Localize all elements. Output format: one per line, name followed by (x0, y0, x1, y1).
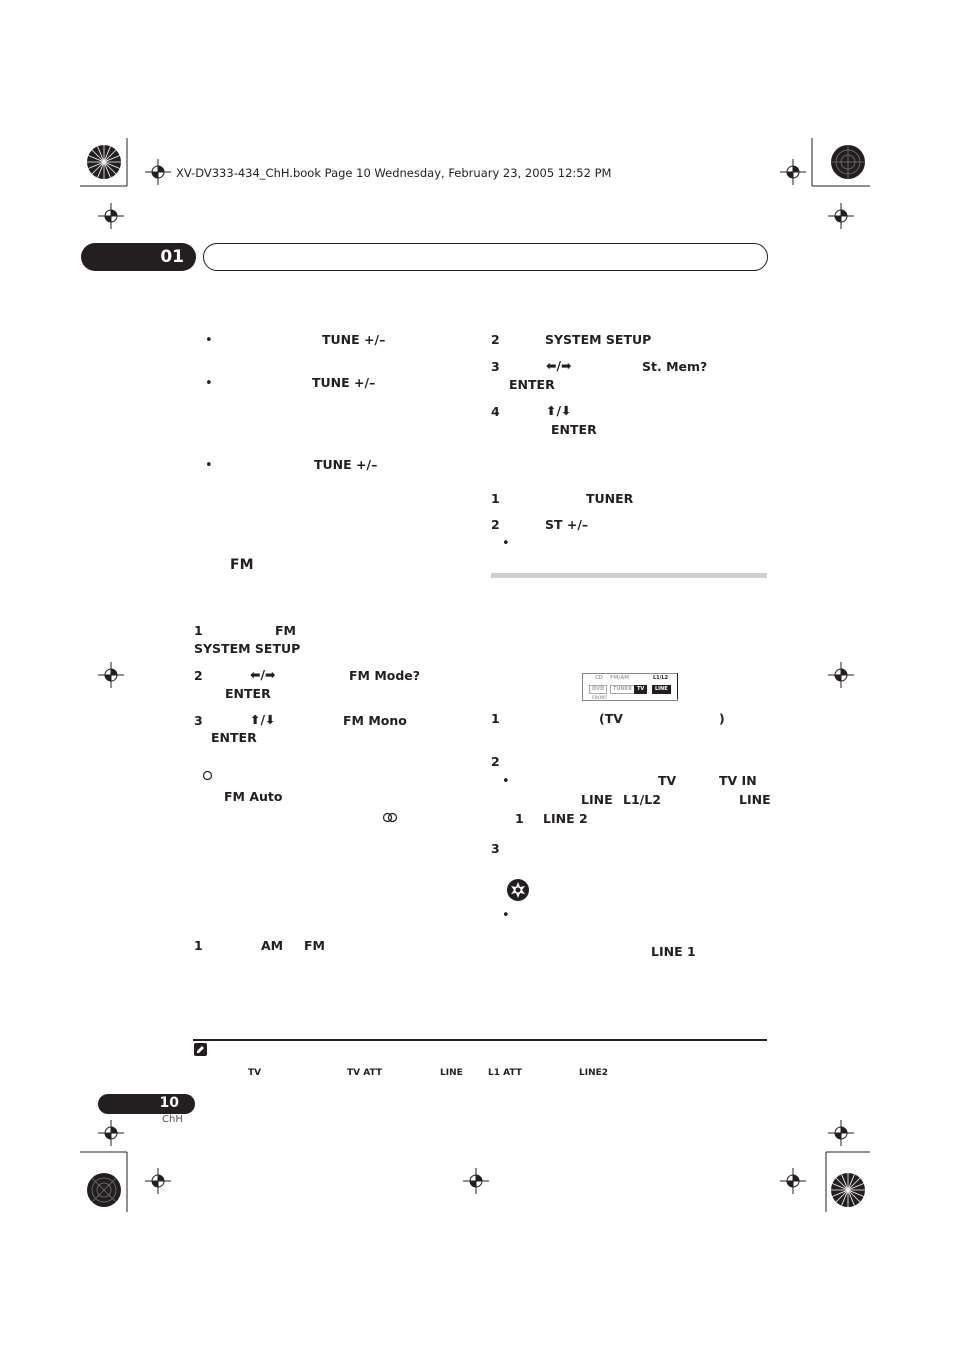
language-code: ChH (162, 1114, 183, 1125)
display-front: FRONT (592, 695, 608, 700)
crosshair-mark (463, 1168, 489, 1194)
step-number: 3 (491, 359, 500, 374)
fm-label: FM (275, 623, 296, 638)
fm-auto-label: FM Auto (224, 789, 283, 804)
enter-label: ENTER (509, 377, 555, 392)
step-number: 1 (491, 491, 500, 506)
display-dvd: DVD (589, 685, 607, 694)
step-number: 2 (491, 332, 500, 347)
crosshair-mark (145, 159, 171, 185)
up-down-arrow-icon: ⬆/⬇ (546, 403, 572, 418)
step-number: 1 (194, 938, 203, 953)
am-label: AM (261, 938, 284, 953)
bullet-icon: • (502, 774, 510, 789)
line2-label: LINE 2 (543, 811, 588, 826)
display-tuner: TUNER (610, 685, 635, 694)
left-right-arrow-icon: ⬅/➡ (546, 358, 572, 373)
page-number: 10 (159, 1095, 179, 1111)
enter-label: ENTER (225, 686, 271, 701)
section-divider (491, 573, 767, 578)
footnote-line: LINE (440, 1068, 463, 1078)
crosshair-mark (145, 1168, 171, 1194)
step-number: 3 (491, 841, 500, 856)
display-edge (677, 673, 678, 699)
tip-icon (506, 878, 530, 902)
step-number: 3 (194, 713, 203, 728)
display-line: LINE (652, 685, 671, 694)
step-number: 2 (491, 754, 500, 769)
crosshair-mark (828, 203, 854, 229)
st-label: ST +/– (545, 517, 589, 532)
section-heading-fm: FM (230, 557, 254, 573)
tv-in-label: TV IN (719, 773, 757, 788)
step-number: 2 (194, 668, 203, 683)
book-header-line: XV-DV333-434_ChH.book Page 10 Wednesday, February 23, 2005 12:52 PM (176, 166, 612, 180)
l1l2-label: L1/L2 (623, 792, 661, 807)
line-label: LINE (581, 792, 613, 807)
page-number-tab (98, 1094, 195, 1114)
enter-label: ENTER (551, 422, 597, 437)
crosshair-mark (780, 1168, 806, 1194)
footnote-l1-att: L1 ATT (488, 1068, 522, 1078)
bullet-icon: • (502, 536, 510, 551)
fm-mode-label: FM Mode? (349, 668, 421, 683)
footnote-rule (193, 1039, 767, 1041)
bullet-icon: • (502, 908, 510, 923)
bullet-icon: • (205, 333, 213, 348)
system-setup-label: SYSTEM SETUP (194, 641, 301, 656)
bullet-icon: • (205, 376, 213, 391)
chapter-tab (81, 243, 196, 271)
step-number: 1 (491, 711, 500, 726)
note-icon (194, 1043, 207, 1056)
display-fmam: FM/AM (610, 675, 630, 681)
tune-label: TUNE +/– (322, 332, 386, 347)
tune-label: TUNE +/– (312, 375, 376, 390)
sunburst-mark-top-right (830, 144, 866, 180)
crosshair-mark (98, 1120, 124, 1146)
display-tv: TV (634, 685, 647, 694)
crosshair-mark (828, 1120, 854, 1146)
chapter-number: 01 (160, 247, 184, 267)
step-number: 2 (491, 517, 500, 532)
tv-paren-label: (TV (599, 711, 623, 726)
stereo-indicator-icon (382, 812, 398, 823)
st-mem-label: St. Mem? (642, 359, 708, 374)
tuner-label: TUNER (586, 491, 634, 506)
sunburst-mark-bottom-right (830, 1172, 866, 1208)
step-number: 1 (194, 623, 203, 638)
crosshair-mark (780, 159, 806, 185)
crosshair-mark (98, 203, 124, 229)
fm-mono-label: FM Mono (343, 713, 407, 728)
crosshair-mark (98, 662, 124, 688)
chapter-title-bar (203, 243, 768, 271)
display-l1l2: L1/L2 (653, 675, 669, 681)
sunburst-mark-top-left (86, 144, 122, 180)
footnote-tv: TV (248, 1068, 262, 1078)
step-number: 4 (491, 404, 500, 419)
sunburst-mark-bottom-left (86, 1172, 122, 1208)
front-panel-display (582, 673, 678, 701)
crosshair-mark (828, 662, 854, 688)
fm-label: FM (304, 938, 325, 953)
footnote-tv-att: TV ATT (347, 1068, 382, 1078)
enter-label: ENTER (211, 730, 257, 745)
paren-close: ) (719, 711, 725, 726)
mono-indicator-icon (202, 770, 213, 781)
tune-label: TUNE +/– (314, 457, 378, 472)
display-cd: CD (595, 675, 603, 681)
left-right-arrow-icon: ⬅/➡ (250, 667, 276, 682)
line-label: LINE (739, 792, 771, 807)
up-down-arrow-icon: ⬆/⬇ (250, 712, 276, 727)
footnote-line2: LINE2 (579, 1068, 609, 1078)
system-setup-label: SYSTEM SETUP (545, 332, 652, 347)
number-one: 1 (515, 811, 524, 826)
tv-label: TV (658, 773, 677, 788)
bullet-icon: • (205, 458, 213, 473)
line1-label: LINE 1 (651, 944, 696, 959)
